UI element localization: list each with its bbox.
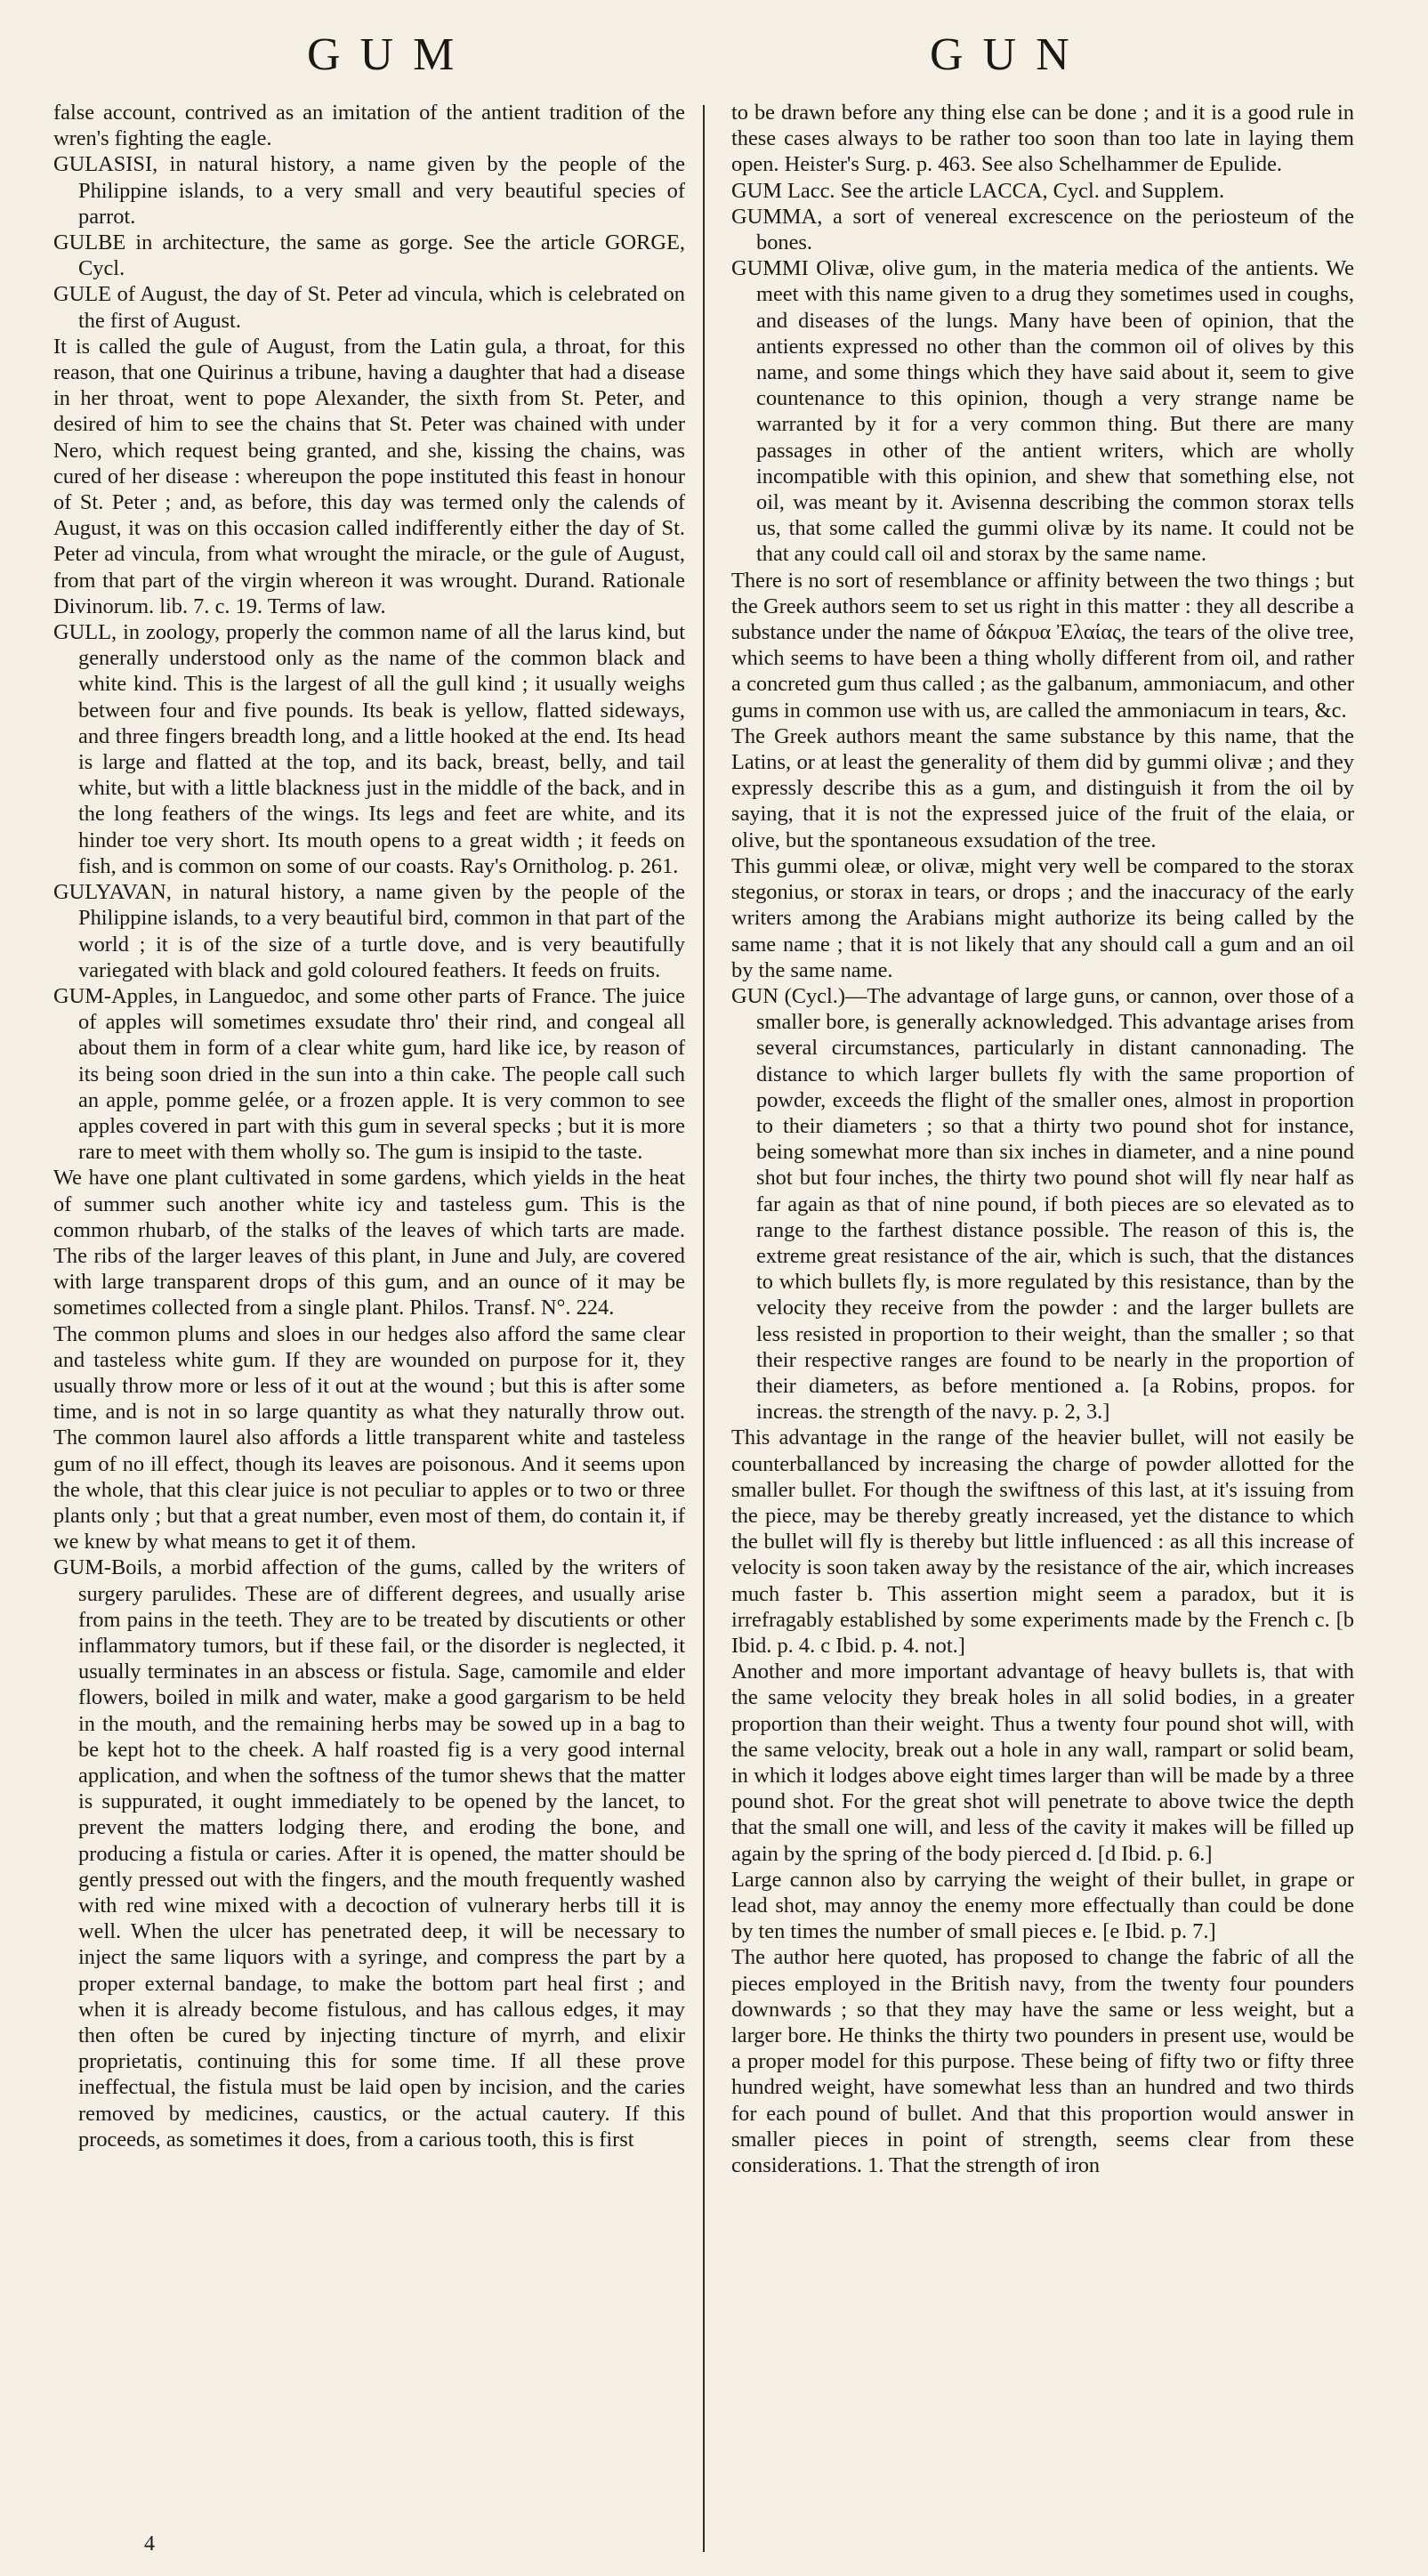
entry-gule-of-august-body: It is called the gule of August, from the Latin gula, a throat, for this reason, that one Quirinus a tribune, having a daughter that had a disease in her throat, went to pope Alexander, the sixth from St. Peter, and desired of him to see the chains that St. Peter was chained with under Nero, which request being granted, and she, kissing the chains, was cured of her disease : whereupon the pope instituted this feast in honour of St. Peter ; and, as before, this day was termed only the calends of August, it was on this occasion called indifferently either the day of St. Peter ad vincula, from what wrought the miracle, or the gule of August, from that part of the virgin whereon it was wrought. Durand. Rationale Divinorum. lib. 7. c. 19. Terms of law.	[53, 334, 685, 618]
entry-continuation: false account, contrived as an imitation of the antient tradition of the wren's fighting the eagle.	[53, 101, 685, 151]
entry-gule-of-august: GULE of August, the day of St. Peter ad vincula, which is celebrated on the first of August.	[53, 282, 685, 333]
right-text-column	[731, 100, 1354, 2178]
entry-gulyavan: GULYAVAN, in natural history, a name given by the people of the Philippine islands, to a very beautiful bird, common in that part of the world ; it is of the size of a turtle dove, and is very beautifully variegated with black and gold coloured feathers. It feeds on fruits.	[53, 880, 685, 982]
entry-gummi-olivae: GUMMI Olivæ, olive gum, in the materia medica of the antients. We meet with this name given to a drug they sometimes used in coughs, and diseases of the lungs. Many have been of opinion, that the antients expressed no other than the common oil of olives by this name, and some things which they have said about it, seem to give countenance to this opinion, though a very strange name be warranted by it for a very common thing. But there are many passages in other of the antient writers, which are wholly incompatible with this opinion, and shew that something else, not oil, was meant by it. Avisenna describing the common storax tells us, that some called the gummi olivæ by its name. It could not be that any could call oil and storax by the same name.	[731, 256, 1354, 567]
entry-gun: GUN (Cycl.)—The advantage of large guns, or cannon, over those of a smaller bore, is generally acknowledged. This advantage arises from several circumstances, particularly in distant cannonading. The distance to which larger bullets fly with the same proportion of powder, exceeds the flight of the smaller ones, almost in proportion to their diameters ; so that a thirty two pound shot for instance, being somewhat more than six inches in diameter, and a nine pound shot but four inches, the thirty two pound shot will fly near half as far again as that of nine pound, if both pieces are so elevated as to range to the farthest distance possible. The reason of this is, the extreme great resistance of the air, which is such, that the distances to which bullets fly, is more regulated by this resistance, than by the velocity they receive from the powder : and the larger bullets are less resisted in proportion to their weight, than the smaller ; so that their respective ranges are found to be nearly in the proportion of their diameters, as before mentioned a. [a Robins, propos. for increas. the strength of the navy. p. 2, 3.]	[731, 983, 1354, 1425]
column-divider-rule	[703, 105, 705, 2552]
entry-gum-apples-plums: The common plums and sloes in our hedges also afford the same clear and tasteless white gum. If they are wounded on purpose for it, they usually throw more or less of it out at the wound ; but this is after some time, and is not in so large quantity as what they naturally throw out. The common laurel also affords a little transparent white and tasteless gum of no ill effect, though its leaves are poisonous. And it seems upon the whole, that this clear juice is not peculiar to apples or to two or three plants only ; but that a great number, even most of them, do contain it, if we knew by what means to get it of them.	[53, 1321, 685, 1554]
entry-gum-lacc: GUM Lacc. See the article LACCA, Cycl. and Supplem.	[731, 178, 1225, 203]
entry-gummi-olivae-greek: There is no sort of resemblance or affinity between the two things ; but the Greek authors seem to set us right in this matter : they all describe a substance under the name of δάκρυα Ἐλαίας, the tears of the olive tree, which seems to have been a thing wholly different from oil, and rather a concreted gum thus called ; as the galbanum, ammoniacum, and other gums in common use with us, are called the ammoniacum in tears, &c.	[731, 568, 1354, 723]
entry-gull: GULL, in zoology, properly the common name of all the larus kind, but generally understood only as the name of the common black and white kind. This is the largest of all the gull kind ; it usually weighs between four and five pounds. Its beak is yellow, flatted sideways, and three fingers breadth long, and a little hooked at the end. Its head is large and flatted at the top, and its back, breast, belly, and tail white, but with a little blackness just in the middle of the back, and in the long feathers of the wings. Its legs and feet are white, and its hinder toe very short. Its mouth opens to a great width ; it feeds on fish, and is common on some of our coasts. Ray's Ornitholog. p. 261.	[53, 620, 685, 878]
entry-gun-fabric: The author here quoted, has proposed to change the fabric of all the pieces employed in the British navy, from the twenty four pounders downwards ; so that they may have the same or less weight, but a larger bore. He thinks the thirty two pounders in present use, would be a proper model for this purpose. These being of fifty two or fifty three hundred weight, have somewhat less than an hundred and two thirds for each pound of bullet. And that this proportion would answer in smaller pieces in point of strength, seems clear from these considerations. 1. That the strength of iron	[731, 1945, 1354, 2178]
entry-gulbe: GULBE in architecture, the same as gorge. See the article GORGE, Cycl.	[53, 230, 685, 281]
entry-gummi-olivae-latins: The Greek authors meant the same substance by this name, that the Latins, or at least the generality of them did by gummi olivæ ; and they expressly describe this as a gum, and distinguish it from the oil by saying, that it is not the expressed juice of the fruit of the elaia, or olive, but the spontaneous exsudation of the tree.	[731, 723, 1354, 852]
entry-gulasisi: GULASISI, in natural history, a name given by the people of the Philippine islands, to a very small and very beautiful species of parrot.	[53, 152, 685, 229]
entry-gumma: GUMMA, a sort of venereal excrescence on the periosteum of the bones.	[731, 204, 1354, 255]
left-text-column	[53, 100, 685, 2152]
page-number: 4	[144, 2532, 155, 2556]
entry-gum-boils: GUM-Boils, a morbid affection of the gums, called by the writers of surgery parulides. These are of different degrees, and usually arise from pains in the teeth. They are to be treated by discutients or other inflammatory tumors, but if these fail, or the disorder is neglected, it usually terminates in an abscess or fistula. Sage, camomile and elder flowers, boiled in milk and water, make a good gargarism to be held in the mouth, and the remaining herbs may be sowed up in a bag to be kept hot to the cheek. A half roasted fig is a very good internal application, and when the softness of the tumor shews that the matter is suppurated, it ought immediately to be opened by the lancet, to prevent the matters lodging there, and eroding the bone, and producing a fistula or caries. After it is opened, the matter should be gently pressed out with the fingers, and the mouth frequently washed with red wine mixed with a decoction of vulnerary herbs till it is well. When the ulcer has penetrated deep, it will be necessary to inject the same liquors with a syringe, and compress the part by a proper external bandage, to make the bottom part heal first ; and when it is already become fistulous, and has callous edges, it may then often be cured by injecting tincture of myrrh, and elixir proprietatis, continuing this for some time. If all these prove ineffectual, the fistula must be laid open by incision, and the caries removed by medicines, caustics, or the actual cautery. If this proceeds, as sometimes it does, from a carious tooth, this is first	[53, 1555, 685, 2152]
left-running-headword: GUM	[307, 29, 474, 80]
entry-gum-apples: GUM-Apples, in Languedoc, and some other parts of France. The juice of apples will sometimes exsudate thro' their rind, and congeal all about them in form of a clear white gum, hard like ice, by reason of its being soon dried in the sun into a thin cake. The people call such an apple, pomme gelée, or a frozen apple. It is very common to see apples covered in part with this gum in several specks ; but it is more rare to meet with them wholly so. The gum is insipid to the taste.	[53, 983, 685, 1165]
right-running-headword: GUN	[930, 29, 1089, 80]
entry-gun-grapeshot: Large cannon also by carrying the weight of their bullet, in grape or lead shot, may annoy the enemy more effectually than could be done by ten times the number of small pieces e. [e Ibid. p. 7.]	[731, 1867, 1354, 1944]
entry-gum-boils-continued: to be drawn before any thing else can be done ; and it is a good rule in these cases always to be rather too soon than too late in laying them open. Heister's Surg. p. 463. See also Schelhammer de Epulide.	[731, 101, 1354, 177]
entry-gummi-oleae: This gummi oleæ, or olivæ, might very well be compared to the storax stegonius, or storax in tears, or drops ; and the inaccuracy of the early writers among the Arabians might authorize its being called by the same name ; that it is not likely that any should call a gum and an oil by the same name.	[731, 853, 1354, 982]
entry-gun-penetration: Another and more important advantage of heavy bullets is, that with the same velocity they break holes in all solid bodies, in a greater proportion than their weight. Thus a twenty four pound shot will, with the same velocity, break out a hole in any wall, rampart or solid beam, in which it lodges above eight times larger than will be made by a three pound shot. For the great shot will penetrate to above twice the depth that the small one will, and less of the cavity it makes will be filled up again by the spring of the body pierced d. [d Ibid. p. 6.]	[731, 1659, 1354, 1866]
entry-gum-apples-rhubarb: We have one plant cultivated in some gardens, which yields in the heat of summer such another white icy and tasteless gum. This is the common rhubarb, of the stalks of the leaves of which tarts are made. The ribs of the larger leaves of this plant, in June and July, are covered with large transparent drops of this gum, and an ounce of it may be sometimes collected from a single plant. Philos. Transf. N°. 224.	[53, 1166, 685, 1320]
entry-gun-range: This advantage in the range of the heavier bullet, will not easily be counterballanced by increasing the charge of powder allotted for the smaller bullet. For though the swiftness of this last, at it's issuing from the piece, may be thereby greatly increased, yet the distance to which the bullet will fly is thereby but little influenced : as all this increase of velocity is soon taken away by the resistance of the air, which increases much faster b. This assertion might seem a paradox, but it is irrefragably established by some experiments made by the French c. [b Ibid. p. 4. c Ibid. p. 4. not.]	[731, 1425, 1354, 1658]
